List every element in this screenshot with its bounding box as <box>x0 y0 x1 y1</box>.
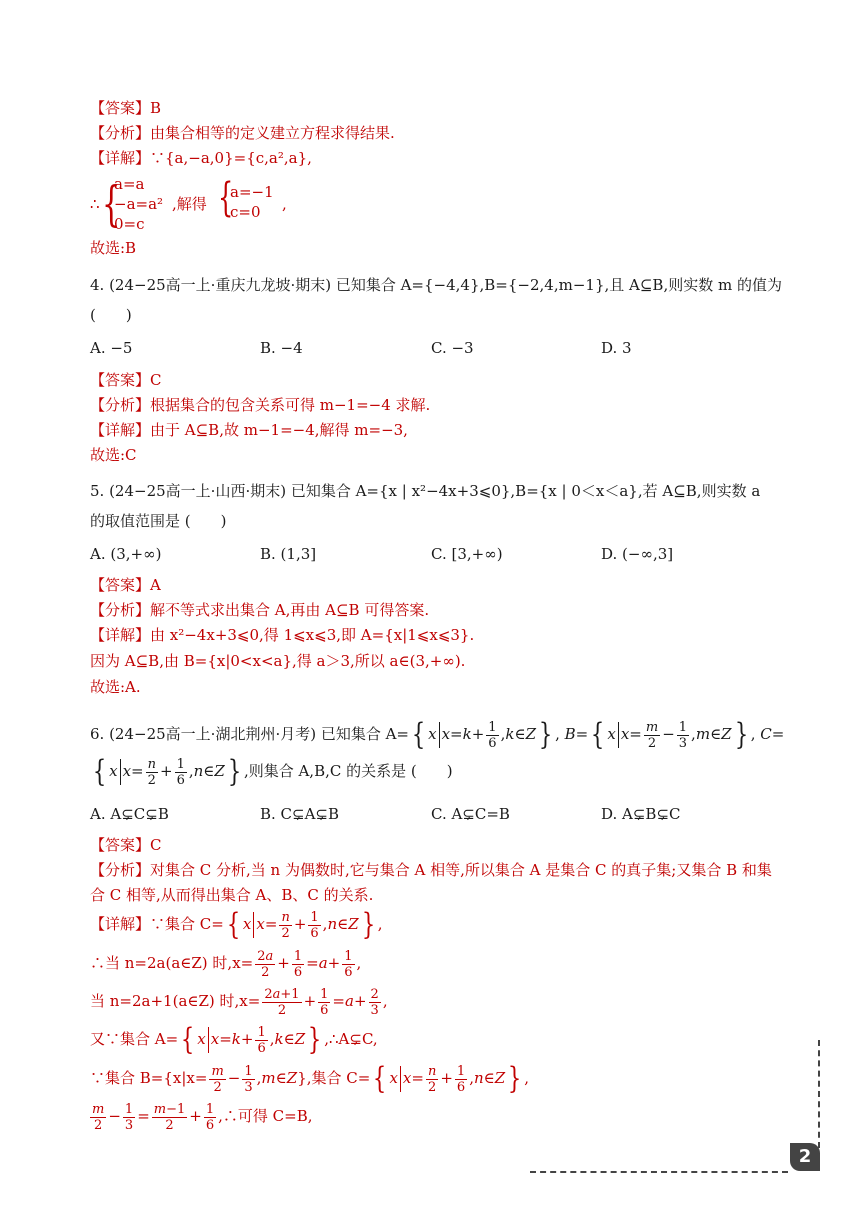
q3-answer: 【答案】B <box>90 99 162 117</box>
q6-stem-a: 6. (24−25高一上·湖北荆州·月考) 已知集合 A= <box>90 725 410 743</box>
q3-choose: 故选:B <box>90 239 137 257</box>
q6-line5-lead: ∵集合 B={x|x= <box>90 1069 208 1087</box>
q6-detail-5: ∵集合 B={x|x= $\frac{m}{2}$ − $\frac{1}{3}$ ,m∈Z},集合 C={ x x= $\frac{n}{2}$ + $\frac{1}{6}$ ,n∈Z} , <box>90 1061 530 1096</box>
q6-detail-1: 【详解】∵集合 C={ x x= $\frac{n}{2}$ + $\frac{1}{6}$ ,n∈Z} , <box>90 907 383 942</box>
q6-stem-line1: 6. (24−25高一上·湖北荆州·月考) 已知集合 A={ x x=k+ $\frac{1}{6}$ ,k∈Z} , B={ x x= $\frac{m}{2}$ − $\frac{1}{3}$ ,m∈Z} , C= <box>90 717 785 752</box>
q3-equation-system <box>90 172 490 238</box>
q5-choose: 故选:A. <box>90 678 141 696</box>
q4-option-b: B. −4 <box>260 339 303 357</box>
q6-option-d: D. A⊊B⊊C <box>601 805 681 823</box>
q4-choose: 故选:C <box>90 446 137 464</box>
q6-line5-mid: ,集合 C= <box>306 1069 371 1087</box>
q4-option-a: A. −5 <box>90 339 133 357</box>
sys1-row-2: −a=a² <box>114 195 164 213</box>
q5-detail-2: 因为 A⊆B,由 B={x|0<x<a},得 a＞3,所以 a∈(3,+∞). <box>90 652 466 670</box>
q5-stem-line2: 的取值范围是 ( ) <box>90 512 227 530</box>
q6-line6-tail: ,∴可得 C=B, <box>218 1107 313 1125</box>
q5-option-d: D. (−∞,3] <box>601 545 674 563</box>
q4-option-d: D. 3 <box>601 339 632 357</box>
left-brace: { <box>102 176 121 232</box>
q4-option-c: C. −3 <box>431 339 474 357</box>
q4-stem-line2: ( ) <box>90 306 132 324</box>
q4-answer: 【答案】C <box>90 371 162 389</box>
q3-analysis: 【分析】由集合相等的定义建立方程求得结果. <box>90 124 395 142</box>
q6-option-c: C. A⊊C=B <box>431 805 510 823</box>
sys-end: , <box>282 195 287 213</box>
therefore-symbol: ∴ <box>90 195 100 213</box>
page-number: 2 <box>790 1143 820 1171</box>
q6-detail-6: $\frac{m}{2}$ − $\frac{1}{3}$ = $\frac{m-1}{2}$ + $\frac{1}{6}$ ,∴可得 C=B, <box>92 1101 313 1133</box>
q5-option-c: C. [3,+∞) <box>431 545 503 563</box>
q6-detail-4: 又∵集合 A={ x x=k+ $\frac{1}{6}$ ,k∈Z} ,∴A⊊C, <box>90 1022 378 1057</box>
q6-detail-2: ∴当 n=2a(a∈Z) 时,x= $\frac{2a}{2}$ + $\frac{1}{6}$ =a+ $\frac{1}{6}$ , <box>90 948 362 980</box>
left-brace-2: { <box>218 175 234 221</box>
q3-detail: 【详解】∵{a,−a,0}={c,a²,a}, <box>90 149 312 167</box>
q5-detail-1: 【详解】由 x²−4x+3⩽0,得 1⩽x⩽3,即 A={x|1⩽x⩽3}. <box>90 626 475 644</box>
q6-answer: 【答案】C <box>90 836 162 854</box>
q4-detail: 【详解】由于 A⊆B,故 m−1=−4,解得 m=−3, <box>90 421 408 439</box>
q6-line4-tail: ,∴A⊊C, <box>324 1030 378 1048</box>
page-border-horizontal <box>530 1171 788 1173</box>
q6-stem-b: ,则集合 A,B,C 的关系是 ( ) <box>243 762 453 780</box>
sys1-row-3: 0=c <box>114 215 145 233</box>
sys1-row-1: a=a <box>114 175 145 193</box>
q6-detail-lead: 【详解】∵集合 C= <box>90 915 224 933</box>
q5-answer: 【答案】A <box>90 576 161 594</box>
q4-analysis: 【分析】根据集合的包含关系可得 m−1=−4 求解. <box>90 396 431 414</box>
q6-stem-line2: { x x= $\frac{n}{2}$ + $\frac{1}{6}$ ,n∈Z} ,则集合 A,B,C 的关系是 ( ) <box>92 754 453 789</box>
q5-option-a: A. (3,+∞) <box>90 545 162 563</box>
q6-line2-lead: ∴当 n=2a(a∈Z) 时,x= <box>90 954 254 972</box>
q6-detail-3: 当 n=2a+1(a∈Z) 时,x= $\frac{2a+1}{2}$ + $\frac{1}{6}$ =a+ $\frac{2}{3}$ , <box>90 986 388 1018</box>
q6-line3-lead: 当 n=2a+1(a∈Z) 时,x= <box>90 992 261 1010</box>
page-border-vertical <box>818 1040 820 1148</box>
sys2-row-2: c=0 <box>230 203 261 221</box>
q6-option-b: B. C⊊A⊊B <box>260 805 340 823</box>
q6-line4-lead: 又∵集合 A= <box>90 1030 179 1048</box>
q6-option-a: A. A⊊C⊊B <box>90 805 169 823</box>
q5-option-b: B. (1,3] <box>260 545 317 563</box>
sys2-row-1: a=−1 <box>230 183 274 201</box>
q5-analysis: 【分析】解不等式求出集合 A,再由 A⊆B 可得答案. <box>90 601 430 619</box>
q6-analysis-2: 合 C 相等,从而得出集合 A、B、C 的关系. <box>90 886 374 904</box>
solve-text: ,解得 <box>172 195 207 213</box>
q5-stem-line1: 5. (24−25高一上·山西·期末) 已知集合 A={x | x²−4x+3⩽0},B={x | 0＜x＜a},若 A⊆B,则实数 a <box>90 482 761 500</box>
q4-stem-line1: 4. (24−25高一上·重庆九龙坡·期末) 已知集合 A={−4,4},B={−2,4,m−1},且 A⊆B,则实数 m 的值为 <box>90 276 782 294</box>
q6-analysis-1: 【分析】对集合 C 分析,当 n 为偶数时,它与集合 A 相等,所以集合 A 是集合 C 的真子集;又集合 B 和集 <box>90 861 772 879</box>
